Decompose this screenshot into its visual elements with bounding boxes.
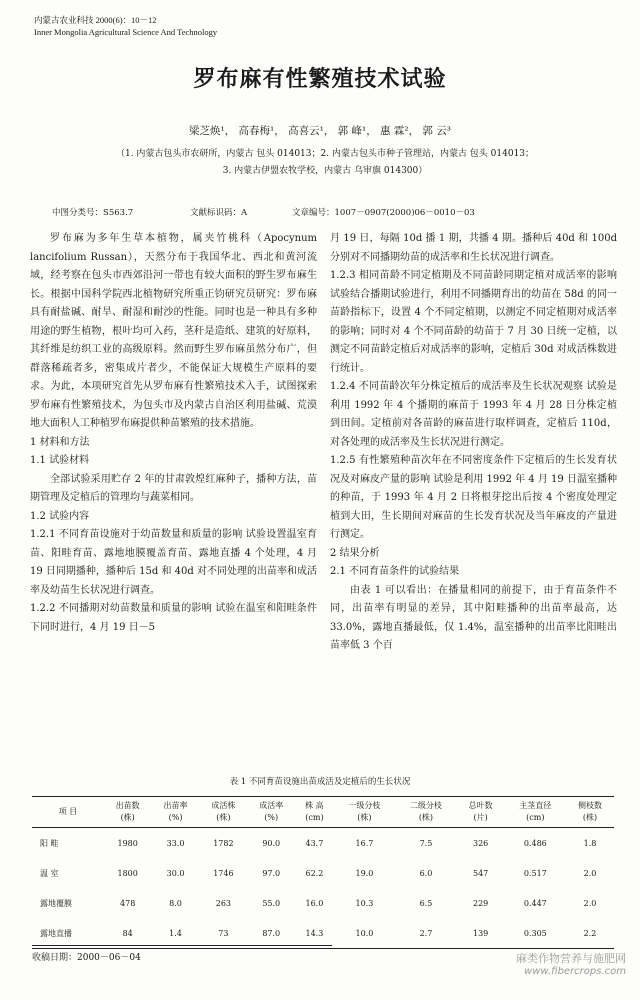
table-cell: 8.0 bbox=[169, 898, 182, 908]
header-unit: (cm) bbox=[305, 813, 324, 822]
paragraph-1-2-2: 1.2.2 不同播期对幼苗数量和质量的影响 试验在温室和阳畦条件下同时进行，4 月 19 日－5 bbox=[30, 603, 317, 633]
table-row bbox=[32, 828, 614, 859]
left-column bbox=[30, 230, 317, 637]
table-caption: 表 1 不同育苗设施出苗成活及定植后的生长状况 bbox=[229, 777, 411, 787]
journal-header bbox=[34, 14, 217, 38]
table-cell: 0.447 bbox=[523, 898, 547, 908]
table-row bbox=[32, 888, 614, 918]
table-header-cell bbox=[566, 797, 614, 828]
paper-title: 罗布麻有性繁殖技术试验 bbox=[193, 66, 447, 92]
header-label: 成活率 bbox=[259, 801, 284, 810]
table-cell: 73 bbox=[199, 918, 247, 949]
paragraph-2-1: 由表 1 可以看出：在播量相同的前提下，由于育苗条件不同，出苗率有明显的差异，其中阳畦播种的出苗率最高，达 33.0%，露地直播最低，仅 1.4%，温室播种的出苗率比阳畦出苗率低 3 个百 bbox=[330, 584, 617, 651]
section-heading-2-1: 2.1 不同育苗条件的试验结果 bbox=[330, 566, 460, 577]
table-cell: 2.2 bbox=[566, 918, 614, 949]
table-cell: 2.7 bbox=[395, 918, 457, 949]
watermark-site-name: 麻类作物营养与施肥网 bbox=[516, 952, 626, 965]
header-unit: (株) bbox=[357, 813, 372, 822]
affiliation-line-1: （1. 内蒙古包头市农研所，内蒙古 包头 014013；2. 内蒙古包头市种子管理站，内蒙古 包头 014013； bbox=[115, 149, 535, 159]
table-cell: 2.0 bbox=[583, 898, 597, 908]
table-cell: 10.0 bbox=[334, 918, 396, 949]
table-cell: 1.8 bbox=[583, 838, 597, 848]
table-cell: 10.3 bbox=[355, 898, 374, 908]
table-cell: 7.5 bbox=[419, 838, 433, 848]
header-label: 总叶数 bbox=[468, 801, 493, 810]
table-header-cell bbox=[457, 797, 505, 828]
header-unit: (株) bbox=[418, 813, 434, 822]
header-label: 出苗率 bbox=[163, 801, 188, 810]
table-cell: 1800 bbox=[117, 868, 138, 878]
table-cell: 16.7 bbox=[355, 838, 374, 848]
table-cell: 1980 bbox=[117, 838, 138, 848]
header-label: 项 目 bbox=[58, 807, 78, 816]
table-cell: 229 bbox=[472, 898, 489, 908]
table-cell: 19.0 bbox=[355, 868, 374, 878]
paragraph-1-2-1: 1.2.1 不同育苗设施对于幼苗数量和质量的影响 试验设置温室育苗、阳畦育苗、露地地膜覆盖育苗、露地直播 4 个处理，4 月 19 日同期播种，播种后 15d 和 40d 对不同处理的出苗率和成活率及幼苗生长状况进行调查。 bbox=[30, 529, 317, 596]
right-column bbox=[330, 230, 617, 656]
section-heading-2: 2 结果分析 bbox=[330, 547, 380, 559]
table-header-cell bbox=[295, 797, 334, 828]
table-cell: 55.0 bbox=[262, 898, 281, 908]
header-unit: (株) bbox=[582, 813, 598, 822]
watermark bbox=[516, 952, 626, 978]
paragraph-1-2-2-continued: 月 19 日，每隔 10d 播 1 期，共播 4 期。播种后 40d 和 100d 分别对不同播期幼苗的成活率和生长状况进行调查。 bbox=[330, 233, 617, 263]
watermark-url: www.fibercrops.com bbox=[524, 966, 626, 977]
section-heading-1-1: 1.1 试验材料 bbox=[30, 455, 90, 466]
paragraph-1-1: 全部试验采用贮存 2 年的甘肃敦煌红麻种子，播种方法，苗期管理及定植后的管理均与蔬菜相同。 bbox=[30, 473, 317, 503]
header-label: 出苗数 bbox=[115, 801, 140, 810]
table-cell: 16.0 bbox=[305, 898, 324, 908]
table-cell: 326 bbox=[472, 838, 489, 848]
table-cell: 0.305 bbox=[505, 918, 567, 949]
section-heading-1: 1 材料和方法 bbox=[30, 436, 90, 448]
affiliation-line-2: 3. 内蒙古伊盟农牧学校，内蒙古 乌审旗 014300） bbox=[222, 166, 428, 176]
table-header-row bbox=[32, 797, 614, 828]
header-unit: (株) bbox=[120, 813, 135, 822]
authors: 梁芝焕¹， 高春梅¹， 高喜云¹， 郭 峰¹， 惠 霖²， 郭 云³ bbox=[189, 125, 451, 137]
intro-paragraph: 罗布麻为多年生草本植物，属夹竹桃科（Apocynum lancifolium Russan），天然分布于我国华北、西北和黄河流域，经考察在包头市西郊沿河一带也有较大面积的野生罗布麻生长。根据中国科学院西北植物研究所重正钧研究员研究：罗布麻具有耐盐碱、耐旱、耐湿和耐沙的性能。同时也是一种具有多种用途的野生植物，根叶均可入药，茎秆是造纸、建筑的好原料，其纤维是纺织工业的高级原料。然而野生罗布麻虽然分布广，但群落稀疏者多，密集成片者少，不能保证大规模生产原料的要求。为此，本项研究首先从罗布麻有性繁殖技术入手，试图探索罗布麻有性繁殖技术，为包头市及内蒙古自治区利用盐碱、荒漠地大面积人工种植罗布麻提供种苗繁殖的技术措施。 bbox=[30, 233, 317, 429]
header-unit: (片) bbox=[473, 813, 488, 822]
table-cell: 33.0 bbox=[166, 838, 185, 848]
row-label: 露地覆膜 bbox=[40, 898, 72, 908]
header-label: 侧枝数 bbox=[578, 801, 603, 810]
header-unit: (cm) bbox=[526, 813, 545, 822]
table-cell: 547 bbox=[472, 868, 489, 878]
table-cell: 62.2 bbox=[305, 868, 324, 878]
table-header-cell bbox=[334, 797, 396, 828]
journal-name-en: Inner Mongolia Agricultural Science And Technology bbox=[34, 27, 218, 37]
header-label: 一级分枝 bbox=[348, 801, 381, 810]
paragraph-1-2-4: 1.2.4 不同苗龄次年分株定植后的成活率及生长状况观察 试验是利用 1992 年 4 个播期的麻苗于 1993 年 4 月 28 日分株定植到田间。定植前对各苗龄的麻苗进行取样调查，定植后 110d，对各处理的成活率及生长状况进行测定。 bbox=[330, 381, 617, 448]
table-header-cell bbox=[152, 797, 200, 828]
table-header-cell bbox=[505, 797, 567, 828]
row-label: 露地直播 bbox=[32, 918, 104, 949]
table-cell: 6.0 bbox=[419, 868, 433, 878]
article-number: 文章编号：1007－0907(2000)06－0010－03 bbox=[292, 208, 475, 218]
data-table bbox=[32, 796, 614, 949]
header-label: 二级分枝 bbox=[409, 801, 442, 810]
table-cell: 139 bbox=[457, 918, 505, 949]
table-header-cell bbox=[395, 797, 457, 828]
table-cell: 30.0 bbox=[166, 868, 185, 878]
table-cell: 97.0 bbox=[262, 868, 281, 878]
row-label: 温 室 bbox=[40, 868, 59, 878]
header-label: 株 高 bbox=[305, 801, 324, 810]
table-cell: 14.3 bbox=[295, 918, 334, 949]
journal-name-cn: 内蒙古农业科技 2000(6)：10－12 bbox=[34, 15, 157, 25]
table-row bbox=[32, 918, 614, 949]
table-body bbox=[32, 828, 614, 949]
table-row bbox=[32, 858, 614, 888]
header-unit: (%) bbox=[168, 813, 183, 822]
table-cell: 84 bbox=[104, 918, 152, 949]
header-unit: (株) bbox=[216, 813, 231, 822]
received-date: 收稿日期：2000－06－04 bbox=[32, 945, 332, 963]
table-header-cell bbox=[247, 797, 295, 828]
row-label: 阳 畦 bbox=[40, 838, 59, 848]
table-cell: 43.7 bbox=[305, 838, 324, 848]
header-label: 成活株 bbox=[211, 801, 236, 810]
table-cell: 1746 bbox=[213, 868, 234, 878]
table-header-cell bbox=[199, 797, 247, 828]
table-cell: 90.0 bbox=[262, 838, 281, 848]
table-cell: 2.0 bbox=[583, 868, 597, 878]
header-label: 主茎直径 bbox=[519, 801, 552, 810]
paragraph-1-2-3: 1.2.3 相同苗龄不同定植期及不同苗龄同期定植对成活率的影响 试验结合播期试验进行，利用不同播期育出的幼苗在 58d 的同一苗龄指标下，设置 4 个不同定植期，以测定不同定植期对成活率的影响；同时对 4 个不同苗龄的幼苗于 7 月 30 日统一定植，以测定不同苗龄定植后对成活率的影响，定植后 30d 对成活株数进行统计。 bbox=[330, 270, 617, 374]
table-cell: 478 bbox=[120, 898, 136, 908]
table-cell: 1.4 bbox=[152, 918, 200, 949]
table-cell: 263 bbox=[215, 898, 232, 908]
classification-number: 中图分类号：S563.7 bbox=[52, 208, 134, 218]
paragraph-1-2-5: 1.2.5 有性繁殖种苗次年在不同密度条件下定植后的生长发育状况及对麻皮产量的影响 试验是利用 1992 年 4 月 19 日温室播种的种苗，于 1993 年 4 月 2 日将根芽挖出后按 4 个密度处理定植到大田，生长期间对麻苗的生长发育状况及当年麻皮的产量进行测定。 bbox=[330, 455, 617, 540]
table-cell: 0.486 bbox=[523, 838, 547, 848]
table-cell: 1782 bbox=[213, 838, 234, 848]
section-heading-1-2: 1.2 试验内容 bbox=[30, 510, 90, 522]
document-code: 文献标识码：A bbox=[190, 208, 248, 218]
table-cell: 6.5 bbox=[419, 898, 433, 908]
table-cell: 0.517 bbox=[523, 868, 547, 878]
table-cell: 87.0 bbox=[247, 918, 295, 949]
table-header-cell bbox=[104, 797, 152, 828]
table-header-cell bbox=[32, 797, 104, 828]
header-unit: (%) bbox=[264, 813, 279, 822]
